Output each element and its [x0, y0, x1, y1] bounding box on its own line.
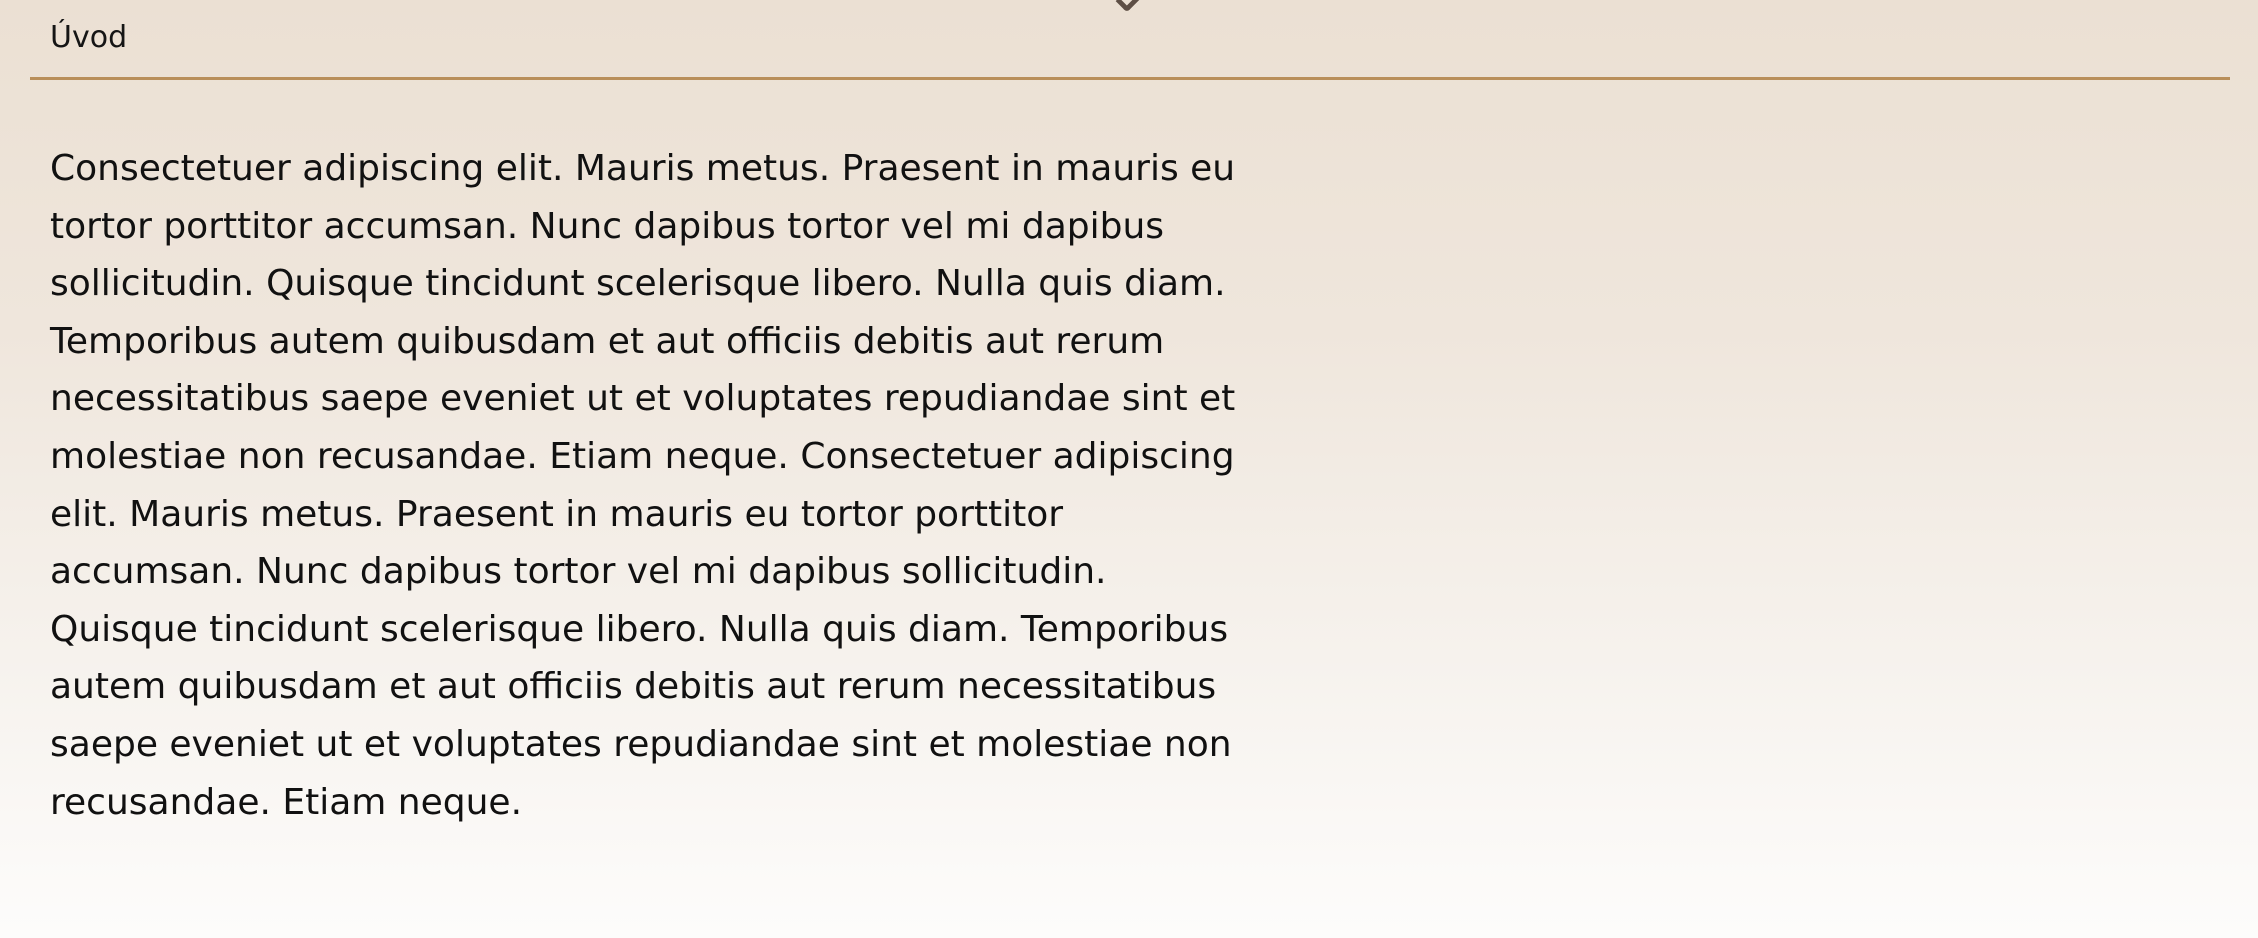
section-title: Úvod: [50, 20, 128, 55]
section-header: [30, 0, 2230, 80]
content-paragraph: Consectetuer adipiscing elit. Mauris metus. Praesent in mauris eu tortor porttitor accumsan. Nunc dapibus tortor vel mi dapibus sollicitudin. Quisque tincidunt scelerisque libero. Nulla quis diam. Temporibus autem quibusdam et aut officiis debitis aut rerum necessitatibus saepe eveniet ut et voluptates repudiandae sint et molestiae non recusandae. Etiam neque. Consectetuer adipiscing elit. Mauris metus. Praesent in mauris eu tortor porttitor accumsan. Nunc dapibus tortor vel mi dapibus sollicitudin. Quisque tincidunt scelerisque libero. Nulla quis diam. Temporibus autem quibusdam et aut officiis debitis aut rerum necessitatibus saepe eveniet ut et voluptates repudiandae sint et molestiae non recusandae. Etiam neque.: [50, 148, 1236, 823]
